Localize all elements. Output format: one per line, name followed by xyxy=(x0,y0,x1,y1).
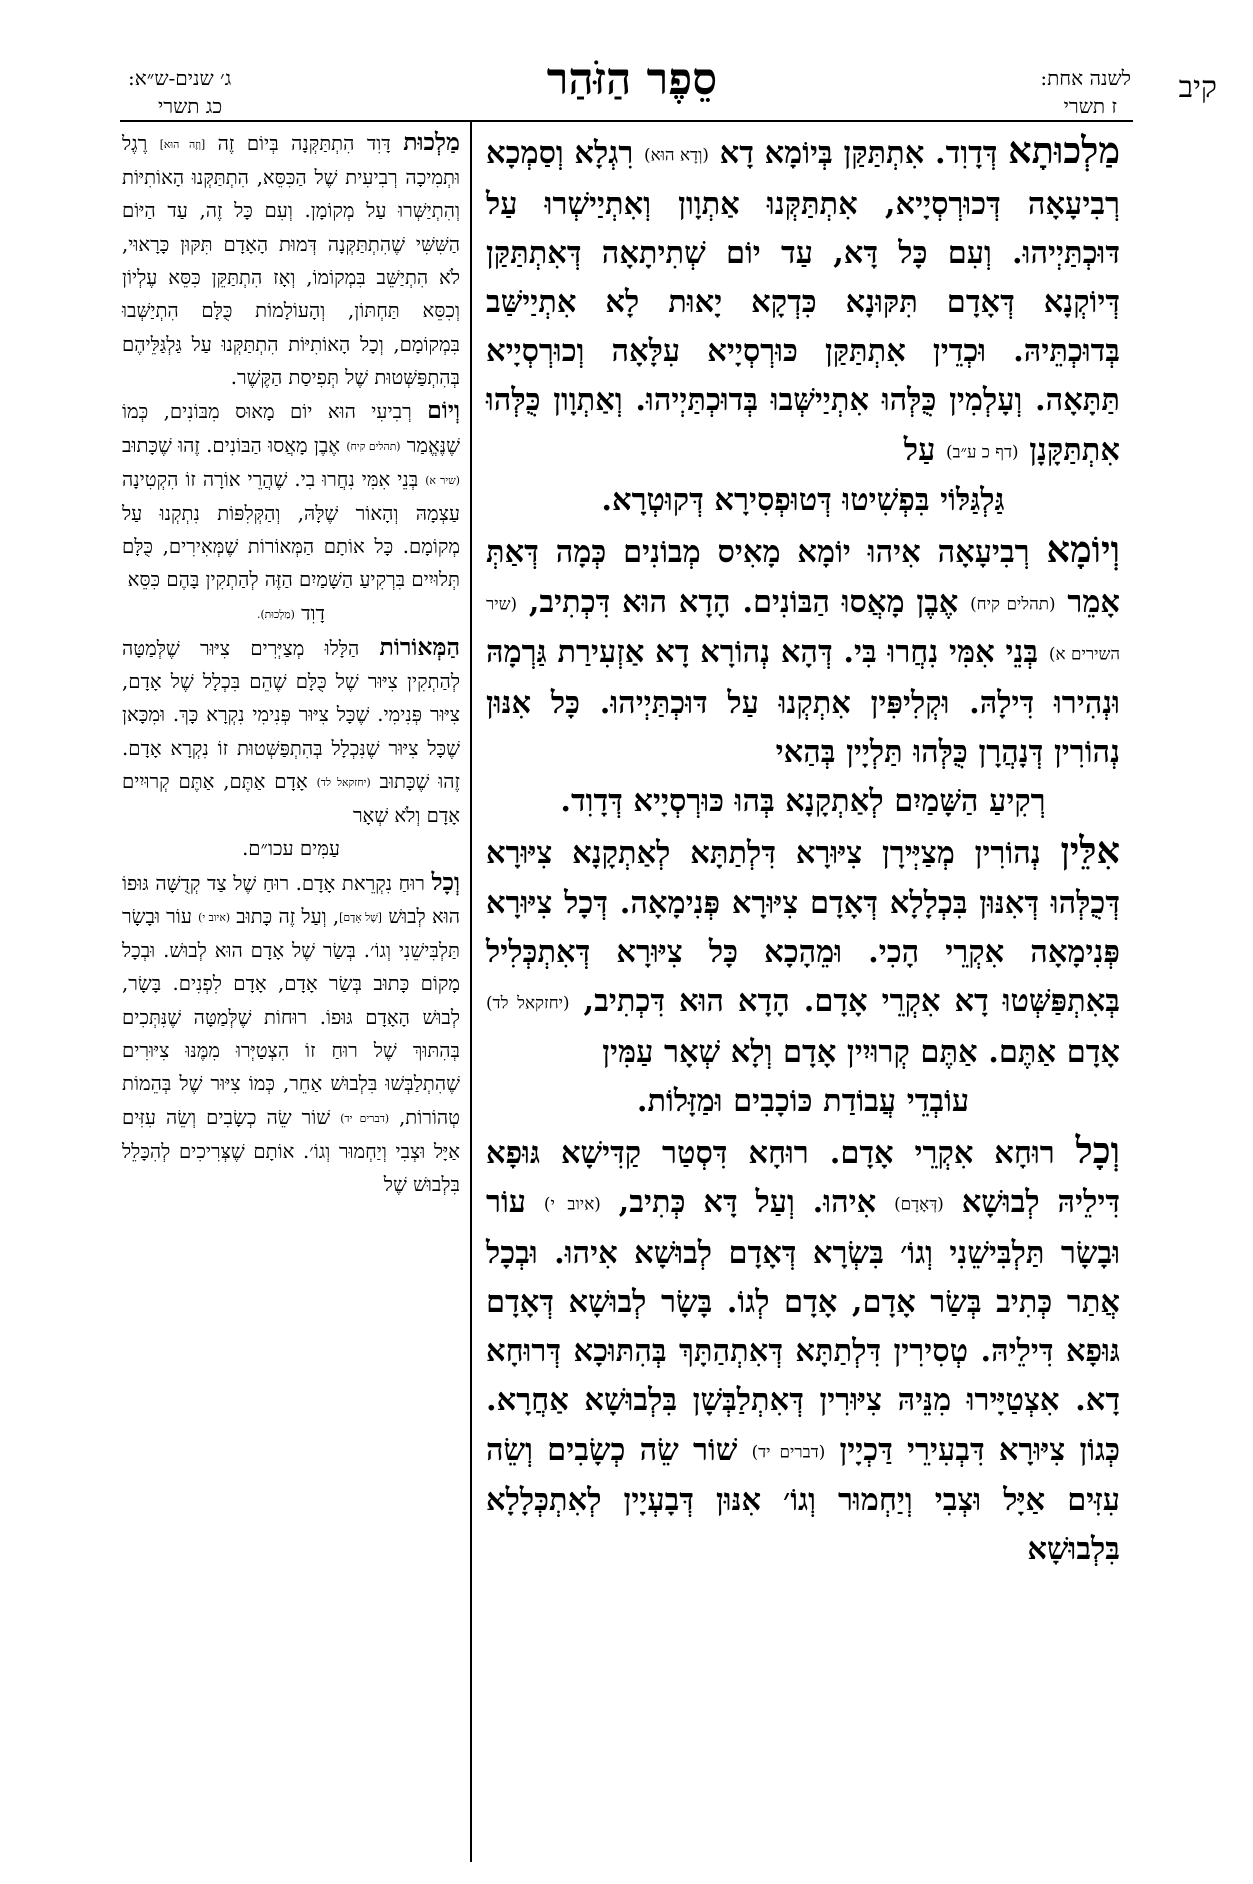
opening-word: וְיוֹמָא xyxy=(1046,528,1120,572)
header-rule xyxy=(120,120,1133,122)
text-run: רְבִיעִי הוּא יוֹם מָאוּס מִבּוֹנִים, כְּמוֹ שֶׁנֶּאֱמַר xyxy=(122,400,460,457)
verse-reference: (שיר א) xyxy=(425,473,460,487)
verse-reference: (דברים יד) xyxy=(340,1111,390,1125)
paragraph-last-line: גַּלְגַּלּוֹי בִּפְשִׁיטוּ דְּטוּפְסִירָא דְּקוּטְרָא. xyxy=(601,482,1005,519)
text-run: אֶבֶן מָאֲסוּ הַבּוֹנִים. הָדָא הוּא דִּכְתִיב, xyxy=(517,583,971,620)
aramaic-text-column xyxy=(486,126,1120,1575)
text-run: עוֹר וּבָשָׂר תַּלְבִּישֵׁנִי וְגוֹ׳. בְּשַׂר שֶׁל אָדָם הוּא לְבוּשׁ. וּבְכָל מָקוֹם כָּתוּב בְּשַׂר אָדָם, אָדָם לִפְנִים. בָּשָׂר, לְבוּשׁ הָאָדָם גּוּפוֹ. רוּחוֹת שֶׁלְּמַטָּה שֶׁנִּתְּכִים בְּהִתּוּךְ שֶׁל רוּחַ זוֹ הִצְטַיְּרוּ מִמֶּנּוּ צִיּוּרִים שֶׁהִתְלַבְּשׁוּ בִּלְבוּשׁ אַחֵר, כְּמוֹ צִיּוּר שֶׁל בְּהֵמוֹת טְהוֹרוֹת, xyxy=(122,905,461,1129)
column-divider xyxy=(470,122,472,1862)
text-run: נְהוֹרִין מְצַיְּירָן צִיּוּרָא דִּלְתַתָּא לְאַתְקָנָא צִיּוּרָא דְּכֻלְּהוּ דְּאִנּוּן בִּכְלָלָא דְּאָדָם צִיּוּרָא פְּנִימָאָה. דְּכָל צִיּוּרָא פְּנִימָאָה אִקְרֵי הָכִי. וּמֵהָכָא כָּל צִיּוּרָא דְּאִתְכְּלִיל בְּאִתְפַּשְּׁטוּ דָא אִקְרֵי אָדָם. הָדָא הוּא דִּכְתִיב, xyxy=(486,835,1121,1020)
paragraph xyxy=(486,126,1120,525)
text-run: רוּחָא אִקְרֵי אָדָם. רוּחָא דִּסְטַר קַדִּישָׁא גּוּפָא דִּילֵיהּ לְבוּשָׁא xyxy=(486,1135,1120,1221)
verse-reference: [שֶׁל אָדָם] xyxy=(339,910,382,924)
paragraph xyxy=(486,826,1120,1126)
paragraph xyxy=(122,394,460,631)
verse-reference: (יחזקאל לד) xyxy=(486,992,570,1013)
paragraph xyxy=(122,631,460,866)
opening-word: אִלֵּין xyxy=(1060,829,1120,873)
reading-schedule-three-years: ג׳ שנים-ש״א: xyxy=(128,66,232,90)
verse-reference: (איוב י) xyxy=(198,910,231,924)
reading-schedule-one-year: לשנה אחת: xyxy=(1040,66,1131,90)
opening-word: מַלְכוּת xyxy=(403,128,460,156)
text-run: אָדָם אַתֶּם. אַתֶּם קְרוּיִין אָדָם וְלָא שְׁאָר עַמִּין xyxy=(602,1033,1120,1070)
text-run: רֶגֶל וּתְמִיכָה רְבִיעִית שֶׁל הַכִּסֵּא, הִתְתַּקְּנוּ הָאוֹתִיּוֹת וְהִתְיַשְּׁרוּ עַל מְקוֹמָן. וְעִם כָּל זֶה, עַד הַיּוֹם הַשִּׁשִּׁי שֶׁהִתְתַּקְּנָה דְּמוּת הָאָדָם תִּקּוּן כָּרָאוּי, לֹא הִתְיַשֵּׁב בִּמְקוֹמוֹ, וְאָז הִתְתַּקֵּן כִּסֵּא עֶלְיוֹן וְכִסֵּא תַּחְתּוֹן, וְהָעוֹלָמוֹת כֻּלָּם הִתְיַשְּׁבוּ בִּמְקוֹמָם, וְכָל הָאוֹתִיּוֹת הִתְתַּקְּנוּ עַל גַּלְגַּלֵּיהֶם בְּהִתְפַּשְּׁטוּת שֶׁל תְּפִיסַת הַקֶּשֶׁר. xyxy=(122,132,460,389)
text-run: אִיהוּ. וְעַל דָּא כְּתִיב, xyxy=(600,1184,895,1221)
hebrew-translation-column xyxy=(122,126,460,1201)
verse-reference: (תהלים קיח) xyxy=(970,593,1056,613)
paragraph xyxy=(486,1126,1120,1575)
book-title: סֵפֶר הַזֹּהַר xyxy=(546,54,718,105)
paragraph-last-line: עַמִּים עכו״ם. xyxy=(242,837,340,861)
paragraph-last-line: עוֹבְדֵי עֲבוֹדַת כּוֹכָבִים וּמַזָּלוֹת. xyxy=(636,1082,970,1119)
reading-date-one-year: ז תשרי xyxy=(1063,94,1117,118)
text-run: אָדָם אַתֶּם, אַתֶּם קְרוּיִים אָדָם וְלֹא שְׁאָר xyxy=(122,770,460,828)
verse-reference: (תהלים קיח) xyxy=(346,439,401,453)
text-run: רְבִיעָאָה אִיהוּ יוֹמָא מָאִיס מְבוֹנִים כְּמָה דְּאַתְּ אָמֵר xyxy=(486,534,1120,620)
paragraph-last-line xyxy=(122,597,460,631)
opening-word: וְכָל xyxy=(1075,1129,1120,1173)
text-run: דְּדָוִד. אִתְתַּקַּן בְּיוֹמָא דָא xyxy=(708,135,1009,171)
verse-reference: (וְדָא הוּא) xyxy=(644,144,709,165)
text-run: שׁוֹר שֵׂה כְשָׂבִים וְשֵׂה עִזִּים אַיָּל וּצְבִי וְיַחְמוּר וְגוֹ׳ אִנּוּן דְּבָעְיָין לְאִתְכְּלָלָא בִּלְבוּשָׁא xyxy=(486,1431,1120,1568)
paragraph-last-line: רְקִיעַ הַשָּׁמַיִם לְאַתְקָנָא בְּהוּ כּוּרְסְיָיא דְּדָוִד. xyxy=(560,783,1046,820)
text-run: , וְעַל זֶה כָּתוּב xyxy=(230,905,340,929)
paragraph xyxy=(122,866,460,1202)
paragraph xyxy=(122,126,460,394)
page-number: קיב xyxy=(1178,70,1217,105)
text-run: רִגְלָא וְסַמְכָא רְבִיעָאָה דְּכוּרְסְיָיא, אִתְתַּקְּנוּ אַתְוָון וְאִתְיַישְׁרוּ עַל דּוּכְתַּיְיהוּ. וְעִם כָּל דָּא, עַד יוֹם שְׁתִיתָאָה דְּאִתְתַּקַּן דְּיוֹקְנָא דְּאָדָם תִּקּוּנָא כִּדְקָא יָאוּת לָא אִתְיַישַּׁב בְּדוּכְתֵּיהּ. וּכְדֵין אִתְתַּקַּן כּוּרְסְיָיא עִלָּאָה וְכוּרְסְיָיא תַּתָּאָה. וְעָלְמִין כֻּלְּהוּ אִתְיַישְּׁבוּ בְּדוּכְתַּיְיהוּ. וְאַתְוָון כֻּלְּהוּ אִתְתַּקָּנָן xyxy=(486,135,1120,468)
text-run: דָּוִד הִתְתַּקְּנָה בְּיוֹם זֶה xyxy=(205,132,404,155)
verse-reference: [וְזֶה הוּא] xyxy=(159,137,206,151)
opening-word: וְיוֹם xyxy=(427,396,460,425)
text-run: דָוִד xyxy=(294,601,325,625)
opening-word: הַמְּאוֹרוֹת xyxy=(379,632,460,661)
opening-word: וְכָל xyxy=(431,867,460,896)
folio-reference: (דף כ ע״ב) xyxy=(945,441,1019,461)
text-run: בְּנֵי אִמִּי נִחֲרוּ בִּי. דְּהָא נְהוֹרָא דָא אַזְעִירַת גַּרְמָהּ וּנְהִירוּ דִּילָהּ. וּקְלִיפִּין אִתְקְנוּ עַל דּוּכְתַּיְיהוּ. כָּל אִנּוּן נְהוֹרִין דְּנָהֲרָן כֻּלְּהוּ תַּלְיָין בְּהַאי xyxy=(486,634,1120,770)
verse-reference: (דברים יד) xyxy=(751,1441,826,1462)
text-run: בְּנֵי אִמִּי נִחֲרוּ בִי. שֶׁהֲרֵי אוֹרָה זוֹ הִקְטִינָה עַצְמָהּ וְהָאוֹר שֶׁלָּהּ, וְהַקְּלִפּוֹת נִתְקְנוּ עַל מְקוֹמָם. כָּל אוֹתָם הַמְּאוֹרוֹת שֶׁמְּאִירִים, כֻּלָּם תְּלוּיִים בִּרְקִיעַ הַשָּׁמַיִם הַזֶּה לְהַתְקִין בָּהֶם כִּסֵּא xyxy=(122,467,460,592)
text-run: עַל xyxy=(903,431,946,468)
reading-date-three-years: כג תשרי xyxy=(158,94,223,118)
verse-reference: (איוב י) xyxy=(543,1193,601,1214)
opening-word: מַלְכוּתָא xyxy=(1008,129,1120,172)
paragraph xyxy=(486,525,1120,826)
text-run: הַלָּלוּ מְצַיְּרִים צִיּוּר שֶׁלְּמַטָּה לְהַתְקִין צִיּוּר שֶׁל כֻּלָּם שֶׁהֵם בִּכְלָל שֶׁל אָדָם, צִיּוּר פְּנִימִי. שֶׁכָּל צִיּוּר פְּנִימִי נִקְרָא כָּךְ. וּמִכָּאן שֶׁכָּל צִיּוּר שֶׁנִּכְלָל בְּהִתְפַּשְּׁטוּת זוֹ נִקְרָא אָדָם. זֶהוּ שֶׁכָּתוּב xyxy=(122,636,460,794)
gloss-reference: (מַלְכוּת). xyxy=(257,607,295,621)
verse-reference: (שיר השירים א) xyxy=(486,593,1121,664)
verse-reference: (דְּאָדָם) xyxy=(894,1193,944,1214)
text-run: שׁוֹר שֵׂה כְשָׂבִים וְשֵׂה עִזִּים אַיָּל וּצְבִי וְיַחְמוּר וְגוֹ׳. אוֹתָם שֶׁצְּרִיכִים לְהִכָּלֵל בִּלְבוּשׁ שֶׁל xyxy=(122,1105,460,1197)
text-run: אֶבֶן מָאֲסוּ הַבּוֹנִים. זֶהוּ שֶׁכָּתוּב xyxy=(122,433,347,457)
page-header xyxy=(0,0,1253,118)
text-run: רוּחַ נִקְרֵאת אָדָם. רוּחַ שֶׁל צַד קְדֻשָּׁה גּוּפוֹ הוּא לְבוּשׁ xyxy=(122,871,460,929)
verse-reference: (יחזקאל לד) xyxy=(316,775,371,789)
text-run: עוֹר וּבָשָׂר תַּלְבִּישֵׁנִי וְגוֹ׳ בִּשְׂרָא דְּאָדָם לְבוּשָׁא אִיהוּ. וּבְכָל אֲתַר כְּתִיב בְּשַׂר אָדָם, אָדָם לְגוֹ. בָּשָׂר לְבוּשָׁא דְּאָדָם גּוּפָא דִּילֵיהּ. טְסִירִין דִּלְתַתָּא דְּאִתְהַתָּךְ בְּהִתּוּכָא דְּרוּחָא דָא. אִצְטַיָּירוּ מִנֵּיהּ צִיּוּרִין דְּאִתְלַבְּשָׁן בִּלְבוּשָׁא אַחֲרָא. כְּגוֹן צִיּוּרָא דִּבְעִירֵי דַּכְיָין xyxy=(486,1184,1121,1468)
